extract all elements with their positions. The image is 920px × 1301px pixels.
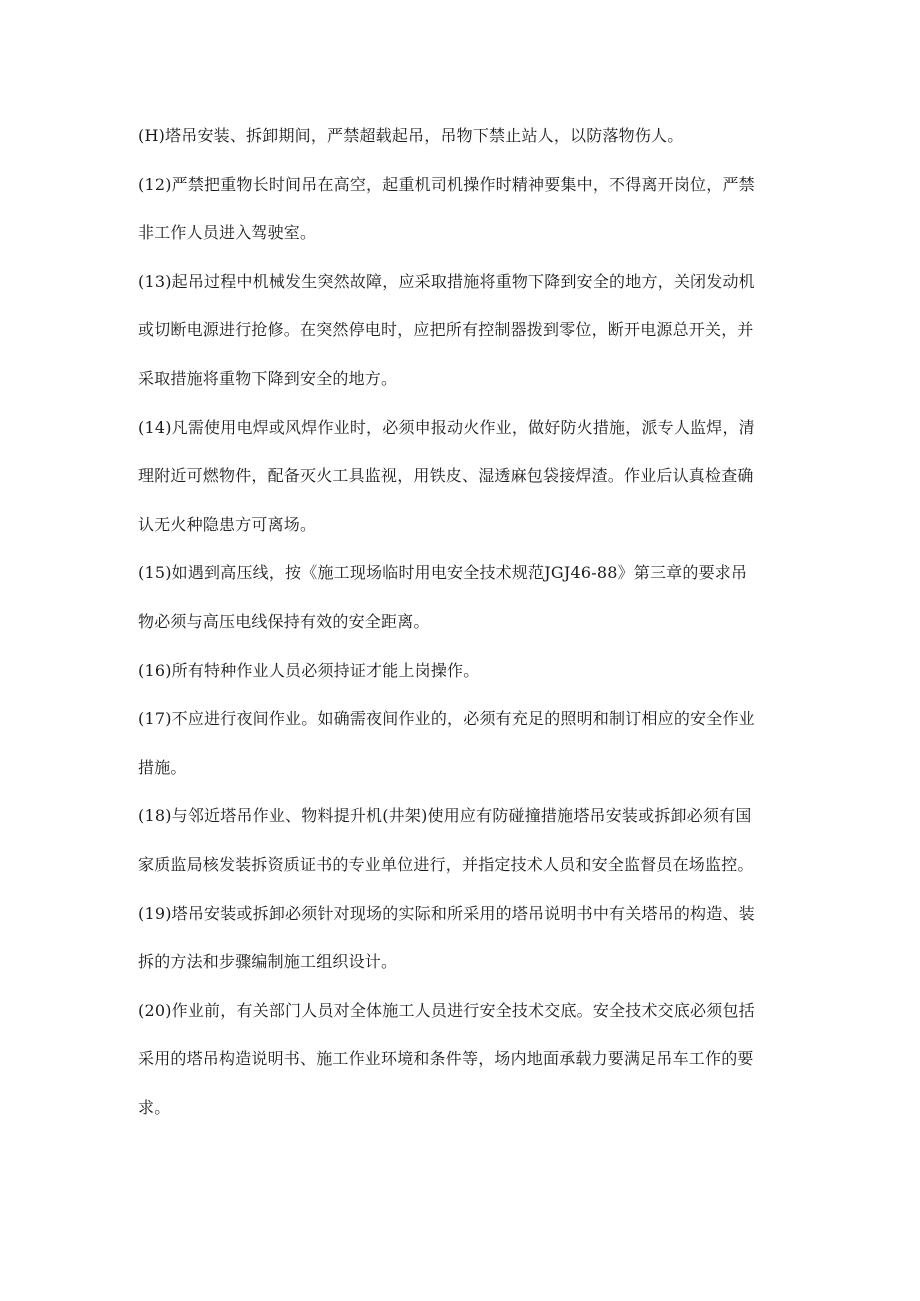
text-line: 拆的方法和步骤编制施工组织设计。 [138, 952, 398, 972]
text-line: (20)作业前，有关部门人员对全体施工人员进行安全技术交底。安全技术交底必须包括 [138, 1000, 755, 1020]
text-line: 措施。 [138, 757, 187, 777]
text-line: (16)所有特种作业人员必须持证才能上岗操作。 [138, 660, 480, 680]
text-line: (18)与邻近塔吊作业、物料提升机(井架)使用应有防碰撞措施塔吊安装或拆卸必须有国 [138, 806, 752, 826]
text-line: 求。 [138, 1097, 171, 1117]
text-line: (19)塔吊安装或拆卸必须针对现场的实际和所采用的塔吊说明书中有关塔吊的构造、装 [138, 903, 755, 923]
text-line: (13)起吊过程中机械发生突然故障，应采取措施将重物下降到安全的地方，关闭发动机 [138, 271, 755, 291]
text-line: 物必须与高压电线保持有效的安全距离。 [138, 611, 430, 631]
text-line: 理附近可燃物件，配备灭火工具监视，用铁皮、湿透麻包袋接焊渣。作业后认真检查确 [138, 466, 754, 486]
document-body [138, 118, 794, 1138]
text-line: 采用的塔吊构造说明书、施工作业环境和条件等，场内地面承载力要满足吊车工作的要 [138, 1049, 754, 1069]
text-line: 家质监局核发装拆资质证书的专业单位进行，并指定技术人员和安全监督员在场监控。 [138, 854, 754, 874]
text-line: (15)如遇到高压线，按《施工现场临时用电安全技术规范JGJ46-88》第三章的要求吊 [138, 563, 748, 583]
text-line: (12)严禁把重物长时间吊在高空，起重机司机操作时精神要集中，不得离开岗位，严禁 [138, 174, 755, 194]
text-line: (14)凡需使用电焊或风焊作业时，必须申报动火作业，做好防火措施，派专人监焊，清 [138, 417, 755, 437]
text-line: 采取措施将重物下降到安全的地方。 [138, 368, 398, 388]
text-line: (17)不应进行夜间作业。如确需夜间作业的，必须有充足的照明和制订相应的安全作业 [138, 709, 755, 729]
text-line: 认无火种隐患方可离场。 [138, 514, 317, 534]
text-line: 非工作人员进入驾驶室。 [138, 223, 317, 243]
text-line: 或切断电源进行抢修。在突然停电时，应把所有控制器拨到零位，断开电源总开关，并 [138, 320, 754, 340]
text-line: (H)塔吊安装、拆卸期间，严禁超载起吊，吊物下禁止站人，以防落物伤人。 [138, 126, 684, 145]
